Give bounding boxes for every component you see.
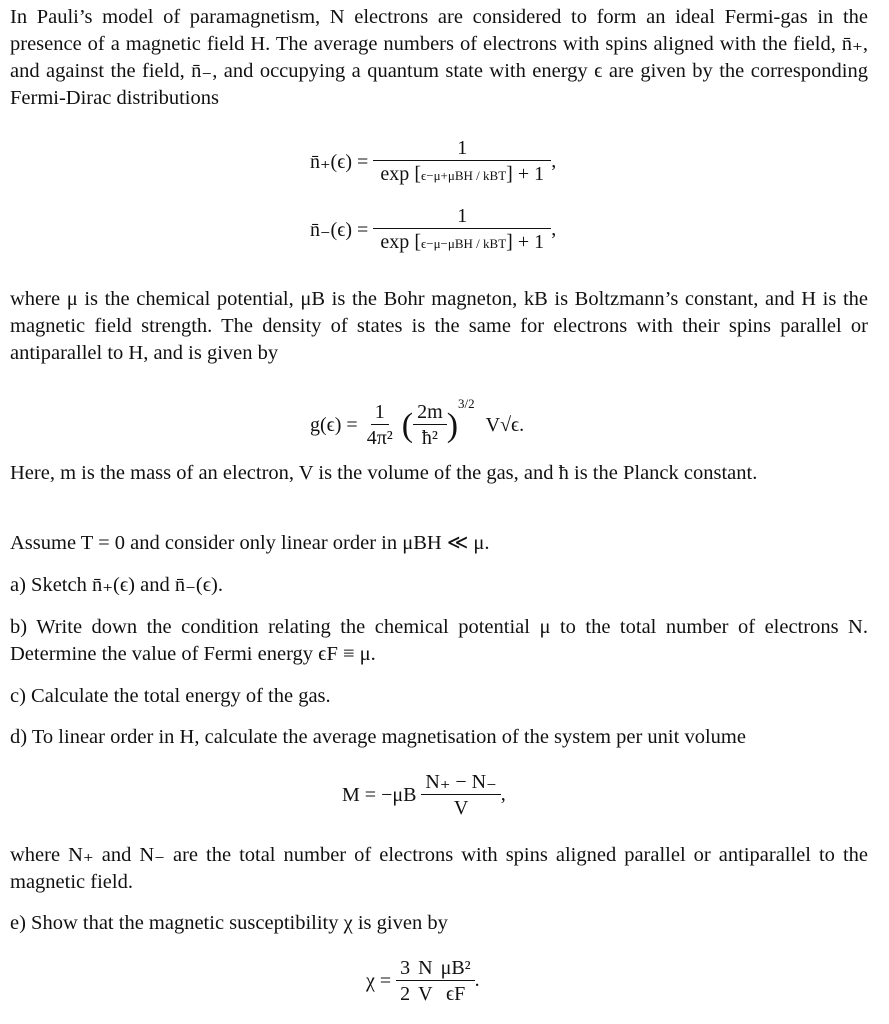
equation-n-plus bbox=[310, 136, 556, 189]
eq-M-tail: , bbox=[500, 783, 506, 806]
eq-chi-anum: 3 bbox=[396, 956, 414, 981]
eq-nplus-fraction: $\frac{1}{\text{exp [ϵ−μ+μBH / kBT] + 1}}$ bbox=[373, 136, 551, 189]
eq-M-num: N₊ − N₋ bbox=[421, 770, 500, 795]
assume-paragraph: Assume T = 0 and consider only linear order in μBH ≪ μ. bbox=[10, 532, 490, 554]
eq-nminus-num: 1 bbox=[373, 204, 551, 229]
eq-g-exp: 3/2 bbox=[458, 396, 475, 411]
eq-chi-cden: ϵF bbox=[446, 983, 466, 1005]
eq-nminus-post: + 1 bbox=[517, 231, 545, 253]
eq-nplus-inner: ϵ−μ+μBH / kBT bbox=[420, 168, 507, 183]
question-b: b) Write down the condition relating the chemical potential μ to the total number of electrons N. Determine the value of Fermi energy ϵF ≡ μ. bbox=[10, 616, 868, 665]
eq-g-cden: 4π² bbox=[366, 426, 393, 449]
here-paragraph: Here, m is the mass of an electron, V is the volume of the gas, and ħ is the Planck constant. bbox=[10, 462, 758, 484]
eq-nplus-post: + 1 bbox=[517, 163, 545, 185]
equation-magnetisation bbox=[342, 770, 506, 821]
eq-nplus-tail: , bbox=[551, 150, 557, 173]
eq-M-den: V bbox=[453, 797, 469, 819]
eq-nminus-lhs: n̄₋(ϵ) = bbox=[310, 219, 369, 241]
eq-nminus-inner: ϵ−μ−μBH / kBT bbox=[420, 236, 507, 251]
where-paragraph-2: where N₊ and N₋ are the total number of electrons with spins aligned parallel or antiparallel to the magnetic field. bbox=[10, 844, 868, 893]
question-d: d) To linear order in H, calculate the average magnetisation of the system per unit volume bbox=[10, 726, 746, 748]
eq-nplus-exp: exp bbox=[380, 163, 410, 185]
question-c: c) Calculate the total energy of the gas. bbox=[10, 685, 331, 707]
eq-g-cnum: 1 bbox=[371, 400, 389, 425]
eq-nplus-lhs: n̄₊(ϵ) = bbox=[310, 151, 369, 173]
eq-M-lhs: M = −μB bbox=[342, 784, 417, 806]
eq-chi-lhs: χ = bbox=[366, 970, 392, 992]
eq-chi-tail: . bbox=[474, 969, 480, 992]
question-a: a) Sketch n̄₊(ϵ) and n̄₋(ϵ). bbox=[10, 574, 223, 596]
question-e: e) Show that the magnetic susceptibility χ is given by bbox=[10, 912, 448, 934]
eq-nminus-fraction: $\frac{1}{\text{exp [ϵ−μ−μBH / kBT] + 1}}$ bbox=[373, 204, 551, 257]
eq-g-pden: ħ² bbox=[421, 426, 438, 449]
eq-nminus-exp: exp bbox=[380, 231, 410, 253]
intro-paragraph: In Pauli’s model of paramagnetism, N electrons are considered to form an ideal Fermi-gas in the presence of a magnetic field H. The average numbers of electrons with spins aligned with the field, n̄₊, and against the field, n̄₋, and occupying a quantum state with energy ϵ are given by the corresponding Fermi-Dirac distributions bbox=[10, 6, 868, 109]
equation-density-of-states: g(ϵ) = $\frac{1}{\text{4π²}}$ ( $\frac{2m}{\text{ħ²}}$ )$^{3/2}$ V√ϵ. bbox=[310, 396, 525, 449]
equation-n-minus bbox=[310, 204, 556, 257]
eq-g-rest: V√ϵ. bbox=[485, 413, 525, 436]
eq-nplus-num: 1 bbox=[373, 136, 551, 161]
eq-g-pnum: 2m bbox=[413, 400, 447, 425]
eq-nminus-tail: , bbox=[551, 218, 557, 241]
eq-g-lhs: g(ϵ) = bbox=[310, 413, 358, 436]
eq-chi-bden: V bbox=[418, 983, 433, 1005]
eq-chi-bnum: N bbox=[414, 956, 436, 981]
eq-chi-aden: 2 bbox=[400, 983, 411, 1005]
equation-susceptibility bbox=[366, 956, 480, 1007]
eq-chi-cnum: μB² bbox=[437, 956, 475, 981]
where-paragraph-1: where μ is the chemical potential, μB is the Bohr magneton, kB is Boltzmann’s constant, and H is the magnetic field strength. The density of states is the same for electrons with their spins parallel or antiparallel to H, and is given by bbox=[10, 288, 868, 364]
